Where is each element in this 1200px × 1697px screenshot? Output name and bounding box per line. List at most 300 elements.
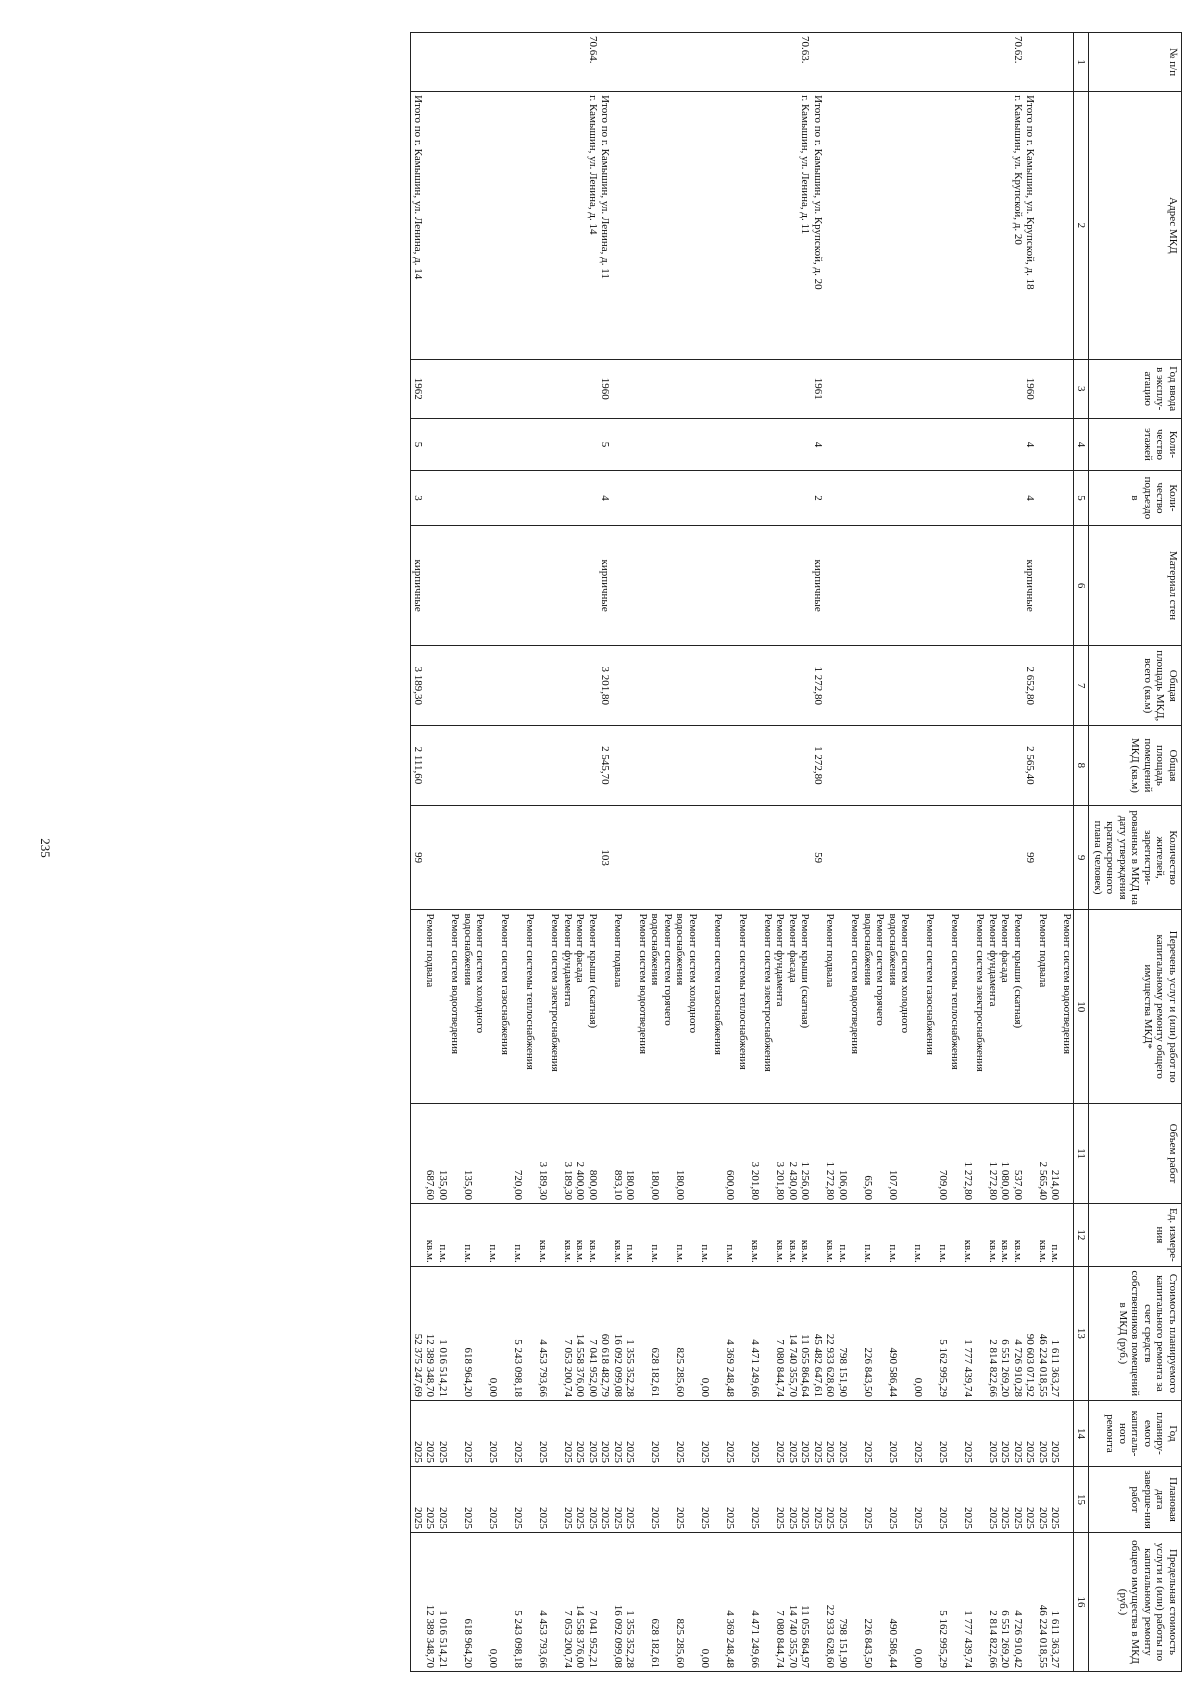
work-type: Ремонт систем холодного водоснабжения: [674, 910, 699, 1103]
max-cost: 618 964,20: [462, 1533, 487, 1672]
total-row: [599, 33, 612, 1672]
unit: кв.м.: [749, 1204, 774, 1267]
repair-year: 2025: [424, 1401, 437, 1467]
floors: [1049, 418, 1074, 470]
table-row: [649, 33, 674, 1672]
work-type: Ремонт системы теплоснабжения: [937, 910, 962, 1103]
max-cost: [1024, 1533, 1037, 1672]
entrances: [562, 471, 575, 526]
max-cost: 2 814 822,66: [987, 1533, 1000, 1672]
entrances: [724, 471, 749, 526]
address: [824, 92, 837, 359]
total-area: [574, 646, 587, 726]
unit: кв.м.: [774, 1204, 787, 1267]
living-area: [537, 726, 562, 806]
wall-material: [987, 525, 1000, 646]
row-number: [1037, 33, 1050, 92]
column-header: Год планиру-емого капиталь-ного ремонта: [1089, 1401, 1182, 1467]
floors: [799, 418, 812, 470]
column-header: Год ввода в эксплу-атацию: [1089, 359, 1182, 418]
wall-material: [837, 525, 862, 646]
floors: [937, 418, 962, 470]
table-row: [987, 33, 1000, 1672]
work-volume: 106,00: [837, 1103, 862, 1203]
work-type: Ремонт фундамента: [774, 910, 787, 1103]
repair-year: 2025: [487, 1401, 512, 1467]
wall-material: [912, 525, 937, 646]
end-date: 2025: [812, 1467, 825, 1533]
work-volume: 1 272,80: [962, 1103, 987, 1203]
work-type: [411, 910, 424, 1103]
residents: 103: [599, 805, 612, 910]
max-cost: 4 369 248,48: [724, 1533, 749, 1672]
living-area: [462, 726, 487, 806]
total-area: [987, 646, 1000, 726]
repair-year: 2025: [799, 1401, 812, 1467]
work-type: [599, 910, 612, 1103]
repair-year: 2025: [411, 1401, 424, 1467]
column-header: Адрес МКД: [1089, 92, 1182, 359]
column-header: Коли-чество этажей: [1089, 418, 1182, 470]
work-type: Ремонт систем электроснабжения: [537, 910, 562, 1103]
residents: [724, 805, 749, 910]
column-header: Общая площадь МКД, всего (кв.м): [1089, 646, 1182, 726]
cost: 490 586,44: [887, 1266, 912, 1400]
end-date: 2025: [487, 1467, 512, 1533]
column-header: Материал стен: [1089, 525, 1182, 646]
column-header: Перечень услуг и (или) работ по капитальному ремонту общего имущества МКД*: [1089, 910, 1182, 1103]
end-date: 2025: [437, 1467, 462, 1533]
wall-material: [537, 525, 562, 646]
end-date: 2025: [674, 1467, 699, 1533]
year-built: [1049, 359, 1074, 418]
residents: [512, 805, 537, 910]
wall-material: [437, 525, 462, 646]
wall-material: [724, 525, 749, 646]
year-built: [537, 359, 562, 418]
work-type: Ремонт подвала: [824, 910, 837, 1103]
year-built: [937, 359, 962, 418]
address: [624, 92, 649, 359]
cost: 618 964,20: [462, 1266, 487, 1400]
unit: [812, 1204, 825, 1267]
cost: 12 389 348,70: [424, 1266, 437, 1400]
table-row: [699, 33, 724, 1672]
year-built: [512, 359, 537, 418]
end-date: 2025: [774, 1467, 787, 1533]
entrances: [424, 471, 437, 526]
entrances: [574, 471, 587, 526]
total-area: [487, 646, 512, 726]
cost: 5 162 995,29: [937, 1266, 962, 1400]
total-area: [437, 646, 462, 726]
year-built: [887, 359, 912, 418]
work-type: Ремонт фундамента: [562, 910, 575, 1103]
work-type: [1024, 910, 1037, 1103]
repair-year: 2025: [674, 1401, 699, 1467]
work-volume: [411, 1103, 424, 1203]
living-area: [999, 726, 1012, 806]
unit: п.м.: [937, 1204, 962, 1267]
total-area: [612, 646, 625, 726]
entrances: 4: [1024, 471, 1037, 526]
table-row: [999, 33, 1012, 1672]
cost: 0,00: [912, 1266, 937, 1400]
repair-year: 2025: [587, 1401, 600, 1467]
total-area: [799, 646, 812, 726]
row-number: [512, 33, 537, 92]
cost: 1 016 514,21: [437, 1266, 462, 1400]
end-date: 2025: [699, 1467, 724, 1533]
unit: кв.м.: [962, 1204, 987, 1267]
work-volume: 180,00: [674, 1103, 699, 1203]
work-type: Ремонт фасада: [999, 910, 1012, 1103]
work-volume: 720,00: [512, 1103, 537, 1203]
work-volume: 1 080,00: [999, 1103, 1012, 1203]
column-number: 3: [1074, 359, 1089, 418]
table-row: [887, 33, 912, 1672]
living-area: [437, 726, 462, 806]
column-header: Коли-чество подъездо в: [1089, 471, 1182, 526]
max-cost: 628 182,61: [649, 1533, 674, 1672]
total-area: [887, 646, 912, 726]
end-date: 2025: [1012, 1467, 1025, 1533]
residents: [437, 805, 462, 910]
column-number: 10: [1074, 910, 1089, 1103]
table-row: [787, 33, 800, 1672]
unit: кв.м.: [787, 1204, 800, 1267]
floors: [424, 418, 437, 470]
repair-year: 2025: [1037, 1401, 1050, 1467]
work-type: Ремонт систем водоотведения: [1049, 910, 1074, 1103]
residents: [699, 805, 724, 910]
living-area: [674, 726, 699, 806]
table-row: [437, 33, 462, 1672]
table-row: [612, 33, 625, 1672]
cost: 226 843,50: [862, 1266, 887, 1400]
work-volume: 180,00: [624, 1103, 649, 1203]
table-row: [462, 33, 487, 1672]
row-number: [787, 33, 800, 92]
year-built: 1960: [1024, 359, 1037, 418]
work-volume: [599, 1103, 612, 1203]
cost: 60 618 482,79: [599, 1266, 612, 1400]
year-built: [562, 359, 575, 418]
max-cost: 1 355 352,28: [624, 1533, 649, 1672]
repair-year: 2025: [562, 1401, 575, 1467]
wall-material: [624, 525, 649, 646]
unit: [599, 1204, 612, 1267]
work-volume: [912, 1103, 937, 1203]
living-area: [574, 726, 587, 806]
work-volume: [1024, 1103, 1037, 1203]
work-type: Ремонт системы теплоснабжения: [512, 910, 537, 1103]
floors: [724, 418, 749, 470]
year-built: [699, 359, 724, 418]
year-built: [862, 359, 887, 418]
repair-year: 2025: [962, 1401, 987, 1467]
repair-year: 2025: [749, 1401, 774, 1467]
column-header: Количество жителей, зарегистри-рованных в МКД на дату утверждения краткосрочного плана (человек): [1089, 805, 1182, 910]
column-number: 4: [1074, 418, 1089, 470]
living-area: [1037, 726, 1050, 806]
unit: кв.м.: [1037, 1204, 1050, 1267]
living-area: [774, 726, 787, 806]
wall-material: [787, 525, 800, 646]
residents: [1012, 805, 1025, 910]
unit: [1024, 1204, 1037, 1267]
total-area: [587, 646, 600, 726]
repair-year: 2025: [1049, 1401, 1074, 1467]
max-cost: 1 611 363,27: [1049, 1533, 1074, 1672]
column-header: Общая площадь помещений МКД (кв.м): [1089, 726, 1182, 806]
unit: п.м.: [724, 1204, 749, 1267]
max-cost: 7 041 952,21: [587, 1533, 600, 1672]
end-date: 2025: [837, 1467, 862, 1533]
entrances: [887, 471, 912, 526]
max-cost: 0,00: [699, 1533, 724, 1672]
work-volume: 135,00: [437, 1103, 462, 1203]
floors: 5: [599, 418, 612, 470]
row-number: [424, 33, 437, 92]
wall-material: [1037, 525, 1050, 646]
work-type: Ремонт крыши (скатная): [1012, 910, 1025, 1103]
work-type: Ремонт систем холодного водоснабжения: [462, 910, 487, 1103]
work-volume: 1 272,80: [824, 1103, 837, 1203]
residents: 99: [1024, 805, 1037, 910]
column-number: 13: [1074, 1266, 1089, 1400]
unit: п.м.: [1049, 1204, 1074, 1267]
living-area: [587, 726, 600, 806]
floors: [462, 418, 487, 470]
work-volume: 1 272,80: [987, 1103, 1000, 1203]
total-area: [462, 646, 487, 726]
column-number: 2: [1074, 92, 1089, 359]
year-built: [437, 359, 462, 418]
end-date: 2025: [787, 1467, 800, 1533]
max-cost: 798 151,90: [837, 1533, 862, 1672]
floors: 4: [812, 418, 825, 470]
column-number-row: [1074, 33, 1089, 1672]
end-date: 2025: [424, 1467, 437, 1533]
repair-year: 2025: [462, 1401, 487, 1467]
year-built: 1960: [599, 359, 612, 418]
total-area: [862, 646, 887, 726]
year-built: [749, 359, 774, 418]
column-number: 6: [1074, 525, 1089, 646]
residents: [462, 805, 487, 910]
work-type: Ремонт систем газоснабжения: [699, 910, 724, 1103]
cost: 16 092 099,08: [612, 1266, 625, 1400]
address: [424, 92, 437, 359]
year-built: [837, 359, 862, 418]
table-row: [1012, 33, 1025, 1672]
column-number: 9: [1074, 805, 1089, 910]
table-body: [411, 33, 1074, 1672]
row-number: 70.62.: [1012, 33, 1025, 92]
address: [562, 92, 575, 359]
floors: 5: [411, 418, 424, 470]
entrances: [749, 471, 774, 526]
work-volume: 709,00: [937, 1103, 962, 1203]
residents: [587, 805, 600, 910]
cost: 4 369 248,48: [724, 1266, 749, 1400]
total-area: [1037, 646, 1050, 726]
table-row: [774, 33, 787, 1672]
end-date: 2025: [537, 1467, 562, 1533]
work-type: Ремонт подвала: [1037, 910, 1050, 1103]
unit: п.м.: [437, 1204, 462, 1267]
end-date: 2025: [1037, 1467, 1050, 1533]
row-number: [1024, 33, 1037, 92]
wall-material: [674, 525, 699, 646]
wall-material: [962, 525, 987, 646]
wall-material: [937, 525, 962, 646]
work-type: Ремонт фундамента: [987, 910, 1000, 1103]
work-type: Ремонт систем газоснабжения: [487, 910, 512, 1103]
max-cost: 226 843,50: [862, 1533, 887, 1672]
table-row: [624, 33, 649, 1672]
wall-material: [824, 525, 837, 646]
address: [912, 92, 937, 359]
wall-material: [574, 525, 587, 646]
work-type: Ремонт крыши (скатная): [799, 910, 812, 1103]
floors: [699, 418, 724, 470]
residents: [774, 805, 787, 910]
floors: [574, 418, 587, 470]
living-area: [862, 726, 887, 806]
repair-year: 2025: [774, 1401, 787, 1467]
address: Итого по г. Камышин, ул. Ленина, д. 14: [411, 92, 424, 359]
address: [699, 92, 724, 359]
row-number: [487, 33, 512, 92]
cost: 7 053 200,74: [562, 1266, 575, 1400]
work-volume: 800,00: [587, 1103, 600, 1203]
total-area: [512, 646, 537, 726]
address: Итого по г. Камышин, ул. Крупской, д. 20: [812, 92, 825, 359]
cost: 6 551 269,20: [999, 1266, 1012, 1400]
work-type: Ремонт подвала: [612, 910, 625, 1103]
column-header: Стоимость планируемого капитального ремонта за счет средств собственников помещений в МКД (руб.): [1089, 1266, 1182, 1400]
year-built: [824, 359, 837, 418]
entrances: [774, 471, 787, 526]
unit: кв.м.: [824, 1204, 837, 1267]
max-cost: 7 053 200,74: [562, 1533, 575, 1672]
work-volume: 893,10: [612, 1103, 625, 1203]
column-header: Предельная стоимость услуги и (или) работы по капитальному ремонту общего имущества в МКД (руб.): [1089, 1533, 1182, 1672]
cost: 0,00: [487, 1266, 512, 1400]
end-date: 2025: [649, 1467, 674, 1533]
row-number: [411, 33, 424, 92]
end-date: 2025: [749, 1467, 774, 1533]
address: [462, 92, 487, 359]
address: [987, 92, 1000, 359]
end-date: 2025: [462, 1467, 487, 1533]
table-row: [912, 33, 937, 1672]
work-type: Ремонт систем горячего водоснабжения: [649, 910, 674, 1103]
cost: 2 814 822,66: [987, 1266, 1000, 1400]
address: [1037, 92, 1050, 359]
year-built: [462, 359, 487, 418]
page-number: 235: [38, 838, 53, 858]
living-area: [649, 726, 674, 806]
floors: [774, 418, 787, 470]
residents: [887, 805, 912, 910]
address: г. Камышин, ул. Ленина, д. 14: [587, 92, 600, 359]
max-cost: 4 471 249,66: [749, 1533, 774, 1672]
unit: кв.м.: [562, 1204, 575, 1267]
address: [962, 92, 987, 359]
address: [612, 92, 625, 359]
entrances: [612, 471, 625, 526]
floors: [1037, 418, 1050, 470]
row-number: [674, 33, 699, 92]
row-number: [837, 33, 862, 92]
living-area: 1 272,80: [812, 726, 825, 806]
address: [437, 92, 462, 359]
row-number: [962, 33, 987, 92]
end-date: 2025: [824, 1467, 837, 1533]
address: [999, 92, 1012, 359]
floors: [912, 418, 937, 470]
unit: п.м.: [837, 1204, 862, 1267]
residents: [624, 805, 649, 910]
living-area: 2 545,70: [599, 726, 612, 806]
wall-material: [612, 525, 625, 646]
floors: [1012, 418, 1025, 470]
table-row: [424, 33, 437, 1672]
wall-material: [512, 525, 537, 646]
repair-year: 2025: [574, 1401, 587, 1467]
row-number: [624, 33, 649, 92]
address: [937, 92, 962, 359]
residents: [937, 805, 962, 910]
entrances: [487, 471, 512, 526]
unit: кв.м.: [987, 1204, 1000, 1267]
address: [749, 92, 774, 359]
entrances: [912, 471, 937, 526]
floors: [487, 418, 512, 470]
max-cost: 825 285,60: [674, 1533, 699, 1672]
repair-year: 2025: [537, 1401, 562, 1467]
cost: 4 453 793,66: [537, 1266, 562, 1400]
cost: 4 471 249,66: [749, 1266, 774, 1400]
residents: [574, 805, 587, 910]
residents: [824, 805, 837, 910]
end-date: 2025: [1049, 1467, 1074, 1533]
work-type: Ремонт систем газоснабжения: [912, 910, 937, 1103]
entrances: 3: [411, 471, 424, 526]
residents: [999, 805, 1012, 910]
total-area: [787, 646, 800, 726]
total-area: [999, 646, 1012, 726]
work-volume: 3 201,80: [774, 1103, 787, 1203]
rotated-page: [62, 32, 1182, 1672]
wall-material: кирпичные: [812, 525, 825, 646]
wall-material: [774, 525, 787, 646]
total-area: [1012, 646, 1025, 726]
repair-year: 2025: [437, 1401, 462, 1467]
column-number: 11: [1074, 1103, 1089, 1203]
total-area: [1049, 646, 1074, 726]
end-date: 2025: [612, 1467, 625, 1533]
wall-material: [862, 525, 887, 646]
living-area: [512, 726, 537, 806]
cost: 628 182,61: [649, 1266, 674, 1400]
living-area: [787, 726, 800, 806]
unit: кв.м.: [799, 1204, 812, 1267]
total-area: [699, 646, 724, 726]
